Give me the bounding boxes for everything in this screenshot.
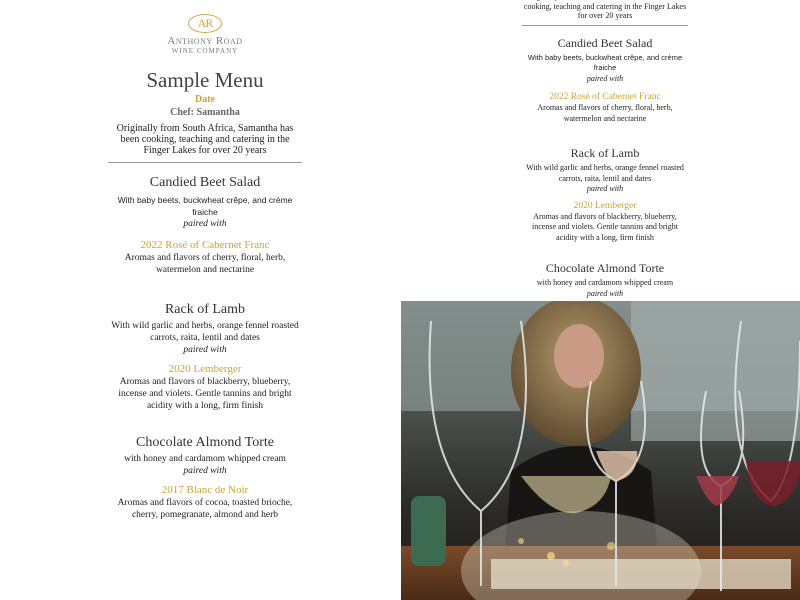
course-1 — [522, 36, 688, 125]
course-name: Chocolate Almond Torte — [545, 261, 665, 275]
course-name: Rack of Lamb — [570, 146, 640, 160]
course-1 — [108, 175, 302, 276]
course-3 — [108, 435, 302, 521]
paired-with-label: paired with — [183, 345, 227, 355]
logo-mark: AR — [188, 14, 222, 33]
anthony-road-logo — [108, 14, 302, 56]
wine-notes: Aromas and flavors of blackberry, blueberry, incense and violets. Gentle tannins and bright acidity with a long, firm finish — [118, 377, 292, 411]
menu-date: Date — [195, 94, 215, 105]
course-description: With wild garlic and herbs, orange fennel roasted carrots, raita, lentil and dates — [111, 321, 299, 343]
wine-notes: Aromas and flavors of blackberry, blueberry, incense and violets. Gentle tannins and bright acidity with a long, firm finish — [532, 211, 678, 242]
chef-bio: cooking, teaching and catering in the Finger Lakes for over 20 years — [523, 1, 687, 20]
course-2 — [108, 302, 302, 412]
wine-notes: Aromas and flavors of cherry, floral, herb, watermelon and nectarine — [124, 253, 286, 275]
paired-with-label: paired with — [183, 466, 227, 476]
wine-name: 2020 Lemberger — [573, 200, 637, 211]
course-name: Rack of Lamb — [164, 302, 246, 317]
paired-with-label: paired with — [586, 288, 624, 298]
divider — [108, 162, 302, 163]
course-name: Chocolate Almond Torte — [136, 435, 274, 450]
menu-page-right — [522, 0, 688, 315]
logo-sub: WINE COMPANY — [171, 47, 239, 55]
course-name: Candied Beet Salad — [557, 35, 653, 50]
wine-name: 2022 Rosé of Cabernet Franc — [549, 92, 661, 102]
wine-notes: Aromas and flavors of cherry, floral, herb, watermelon and nectarine — [537, 103, 673, 123]
paired-with-label: paired with — [586, 184, 624, 193]
wine-name: 2017 Blanc de Noir — [161, 484, 249, 496]
course-2 — [522, 146, 688, 243]
course-name: Candied Beet Salad — [149, 175, 261, 190]
chef-bio: Originally from South Africa, Samantha has been cooking, teaching and catering in the Finger Lakes for over 20 years — [116, 123, 294, 156]
wine-name: 2022 Rosé of Cabernet Franc — [140, 239, 270, 251]
wine-tasting-photo — [401, 301, 800, 600]
menu-page-left — [108, 0, 302, 521]
logo-name: Anthony Road — [167, 35, 243, 47]
wine-name: 2020 Lemberger — [168, 363, 242, 375]
course-description: with honey and cardamom whipped cream — [536, 278, 674, 287]
divider — [522, 25, 688, 26]
course-description: With baby beets, buckwheat crêpe, and crème fraiche — [117, 195, 293, 217]
wine-glasses-illustration — [401, 301, 800, 600]
chef-name: Chef: Samantha — [170, 107, 240, 118]
course-description: With baby beets, buckwheat crêpe, and crème fraiche — [527, 52, 683, 72]
course-description: With wild garlic and herbs, orange fennel roasted carrots, raita, lentil and dates — [526, 163, 684, 183]
paired-with-label: paired with — [586, 73, 624, 83]
course-description: with honey and cardamom whipped cream — [124, 454, 286, 464]
menu-title: Sample Menu — [146, 68, 264, 92]
wine-notes: Aromas and flavors of cocoa, toasted brioche, cherry, pomegranate, almond and herb — [117, 498, 293, 520]
paired-with-label: paired with — [183, 219, 227, 229]
